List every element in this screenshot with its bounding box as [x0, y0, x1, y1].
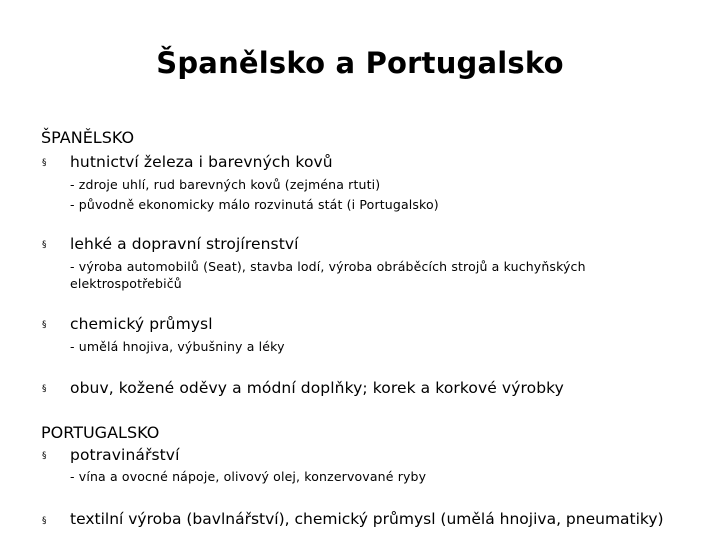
- list-item: lehké a dopravní strojírenství: [70, 235, 299, 253]
- list-item: hutnictví železa i barevných kovů: [70, 153, 333, 171]
- page-title: Španělsko a Portugalsko: [156, 46, 564, 80]
- bullet-icon: §: [42, 516, 47, 526]
- list-item: obuv, kožené oděvy a módní doplňky; korek a korkové výrobky: [70, 379, 564, 397]
- section-heading-spain: ŠPANĚLSKO: [41, 128, 135, 147]
- list-item: potravinářství: [70, 446, 180, 464]
- list-item: chemický průmysl: [70, 315, 213, 333]
- list-item-detail: - výroba automobilů (Seat), stavba lodí, výroba obráběcích strojů a kuchyňských: [70, 259, 586, 274]
- bullet-icon: §: [42, 320, 47, 330]
- list-item-detail: elektrospotřebičů: [70, 276, 182, 291]
- section-heading-portugal: PORTUGALSKO: [41, 423, 160, 442]
- list-item-detail: - zdroje uhlí, rud barevných kovů (zejména rtuti): [70, 177, 381, 192]
- list-item-detail: - původně ekonomicky málo rozvinutá stát (i Portugalsko): [70, 197, 439, 212]
- bullet-icon: §: [42, 384, 47, 394]
- list-item: textilní výroba (bavlnářství), chemický průmysl (umělá hnojiva, pneumatiky): [70, 510, 664, 528]
- list-item-detail: - umělá hnojiva, výbušniny a léky: [70, 339, 285, 354]
- bullet-icon: §: [42, 240, 47, 250]
- list-item-detail: - vína a ovocné nápoje, olivový olej, konzervované ryby: [70, 469, 427, 484]
- bullet-icon: §: [42, 451, 47, 461]
- bullet-icon: §: [42, 158, 47, 168]
